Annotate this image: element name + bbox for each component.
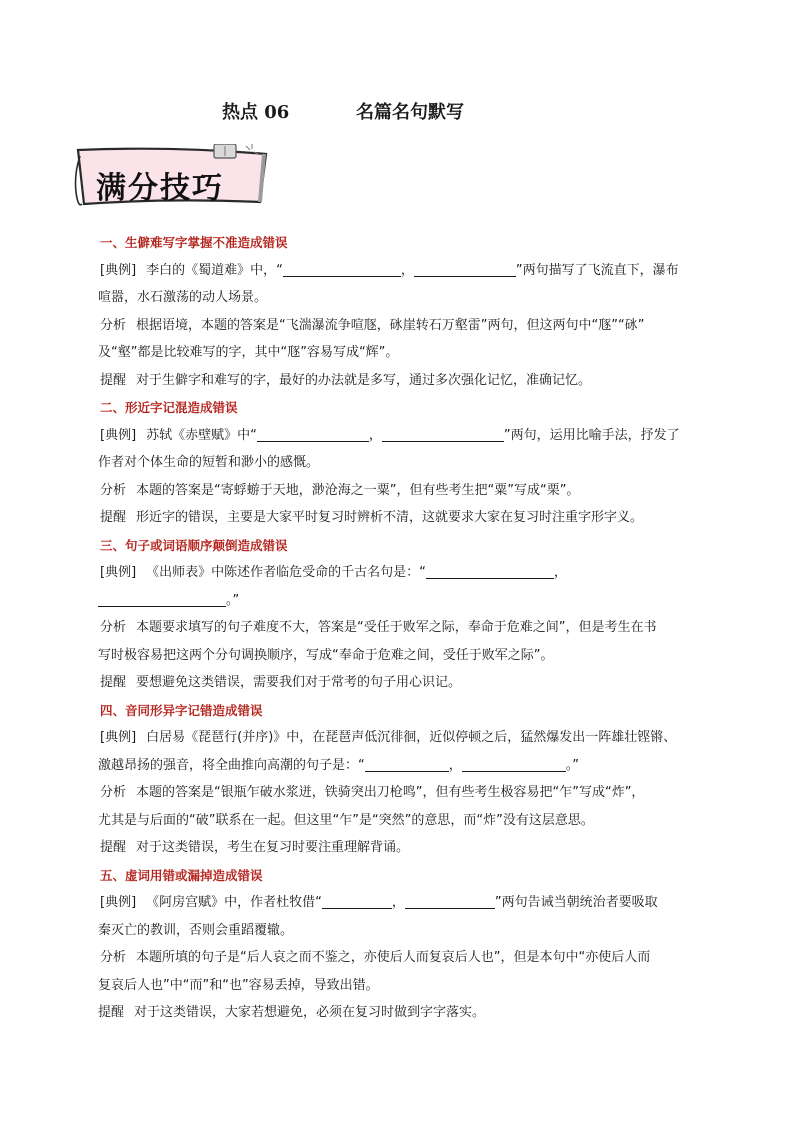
tip-line: 提醒 对于生僻字和难写的字，最好的办法就是多写，通过多次强化记忆，准确记忆。 xyxy=(100,367,720,395)
fill-blank xyxy=(257,427,369,442)
fill-blank xyxy=(382,427,504,442)
analysis-line-cont: 尤其是与后面的“破”联系在一起。但这里“乍”是“突然”的意思，而“炸”没有这层意思。 xyxy=(98,812,594,828)
tip-label: 提醒 xyxy=(100,372,127,388)
analysis-line-cont: 写时极容易把这两个分句调换顺序，写成“奉命于危难之间，受任于败军之际”。 xyxy=(98,647,554,663)
section-heading: 五、虚词用错或漏掉造成错误 xyxy=(100,867,263,883)
tip-line: 提醒 形近字的错误，主要是大家平时复习时辨析不清，这就要求大家在复习时注重字形字义。 xyxy=(100,504,720,532)
analysis-line-cont: 及“壑”都是比较难写的字，其中“豗”容易写成“辉”。 xyxy=(98,345,399,360)
fill-blank xyxy=(98,592,226,607)
analysis-line-cont: 复哀后人也”中“而”和“也”容易丢掉，导致出错。 xyxy=(98,977,379,993)
analysis-label: 分析 xyxy=(100,317,127,333)
example-line-cont: 喧嚣，水石激荡的动人场景。 xyxy=(98,290,268,305)
analysis-line: 分析 本题要求填写的句子难度不大，答案是“受任于败军之际，奉命于危难之间”，但是考生在书 xyxy=(100,614,720,642)
example-line-cont: 激越昂扬的强音，将全曲推向高潮的句子是：“ ， 。” xyxy=(98,757,580,773)
banner-text: 满分技巧 xyxy=(96,171,224,206)
example-line: [典例] 《阿房宫赋》中，作者杜牧借“ ， ”两句告诫当朝统治者要吸取 xyxy=(100,889,720,917)
analysis-line: 分析 本题的答案是“寄蜉蝣于天地，渺沧海之一粟”，但有些考生把“粟”写成“栗”。 xyxy=(100,477,720,505)
analysis-line: 分析 本题的答案是“银瓶乍破水浆迸，铁骑突出刀枪鸣”，但有些考生极容易把“乍”写成“炸”， xyxy=(100,779,720,807)
example-line: [典例] 白居易《琵琶行(并序)》中，在琵琶声低沉徘徊，近似停顿之后，猛然爆发出一阵雄壮铿锵、 xyxy=(100,724,720,752)
section-heading: 四、音同形异字记错造成错误 xyxy=(100,702,263,718)
example-line-cont: 秦灭亡的教训，否则会重蹈覆辙。 xyxy=(98,922,294,938)
example-label: [典例] xyxy=(100,262,137,278)
title-code: 热点 06 xyxy=(222,102,290,123)
example-label: [典例] xyxy=(100,427,137,443)
example-line: [典例] 《出师表》中陈述作者临危受命的千古名句是：“ ， xyxy=(100,559,720,587)
fill-blank xyxy=(405,894,495,909)
tip-label: 提醒 xyxy=(100,675,127,690)
tip-line: 提醒 要想避免这类错误，需要我们对于常考的句子用心识记。 xyxy=(100,669,720,697)
section-heading: 二、形近字记混造成错误 xyxy=(100,400,238,415)
title-name: 名篇名句默写 xyxy=(356,102,464,123)
tip-label: 提醒 xyxy=(100,510,127,525)
analysis-line: 分析 本题所填的句子是“后人哀之而不鉴之，亦使后人而复哀后人也”，但是本句中“亦使后人而 xyxy=(100,944,720,972)
fill-blank xyxy=(365,757,449,772)
tip-line: 提醒 对于这类错误，大家若想避免，必须在复习时做到字字落实。 xyxy=(98,999,720,1027)
tip-label: 提醒 xyxy=(98,1005,125,1020)
fill-blank xyxy=(462,757,566,772)
example-label: [典例] xyxy=(100,565,137,580)
analysis-label: 分析 xyxy=(100,785,127,800)
fill-blank xyxy=(414,262,516,277)
example-line: [典例] 李白的《蜀道难》中，“ ， ”两句描写了飞流直下，瀑布 xyxy=(100,257,720,285)
fill-blank xyxy=(322,894,392,909)
fill-blank xyxy=(283,262,401,277)
section-heading: 三、句子或词语顺序颠倒造成错误 xyxy=(100,537,288,553)
tip-line: 提醒 对于这类错误，考生在复习时要注重理解背诵。 xyxy=(100,834,720,862)
analysis-label: 分析 xyxy=(100,482,127,498)
example-line: [典例] 苏轼《赤壁赋》中“ ， ”两句，运用比喻手法，抒发了 xyxy=(100,422,720,450)
analysis-line: 分析 根据语境，本题的答案是“飞湍瀑流争喧豗，砯崖转石万壑雷”两句，但这两句中“豗”“砯” xyxy=(100,312,720,340)
example-line-cont: 作者对个体生命的短暂和渺小的感慨。 xyxy=(98,455,320,470)
content xyxy=(100,229,720,1027)
tip-label: 提醒 xyxy=(100,840,127,855)
fill-blank xyxy=(426,564,554,579)
section-heading: 一、生僻难写字掌握不准造成错误 xyxy=(100,235,288,250)
example-line-cont: 。” xyxy=(98,587,720,615)
analysis-label: 分析 xyxy=(100,950,127,965)
example-label: [典例] xyxy=(100,895,137,910)
example-label: [典例] xyxy=(100,730,137,745)
analysis-label: 分析 xyxy=(100,620,127,635)
